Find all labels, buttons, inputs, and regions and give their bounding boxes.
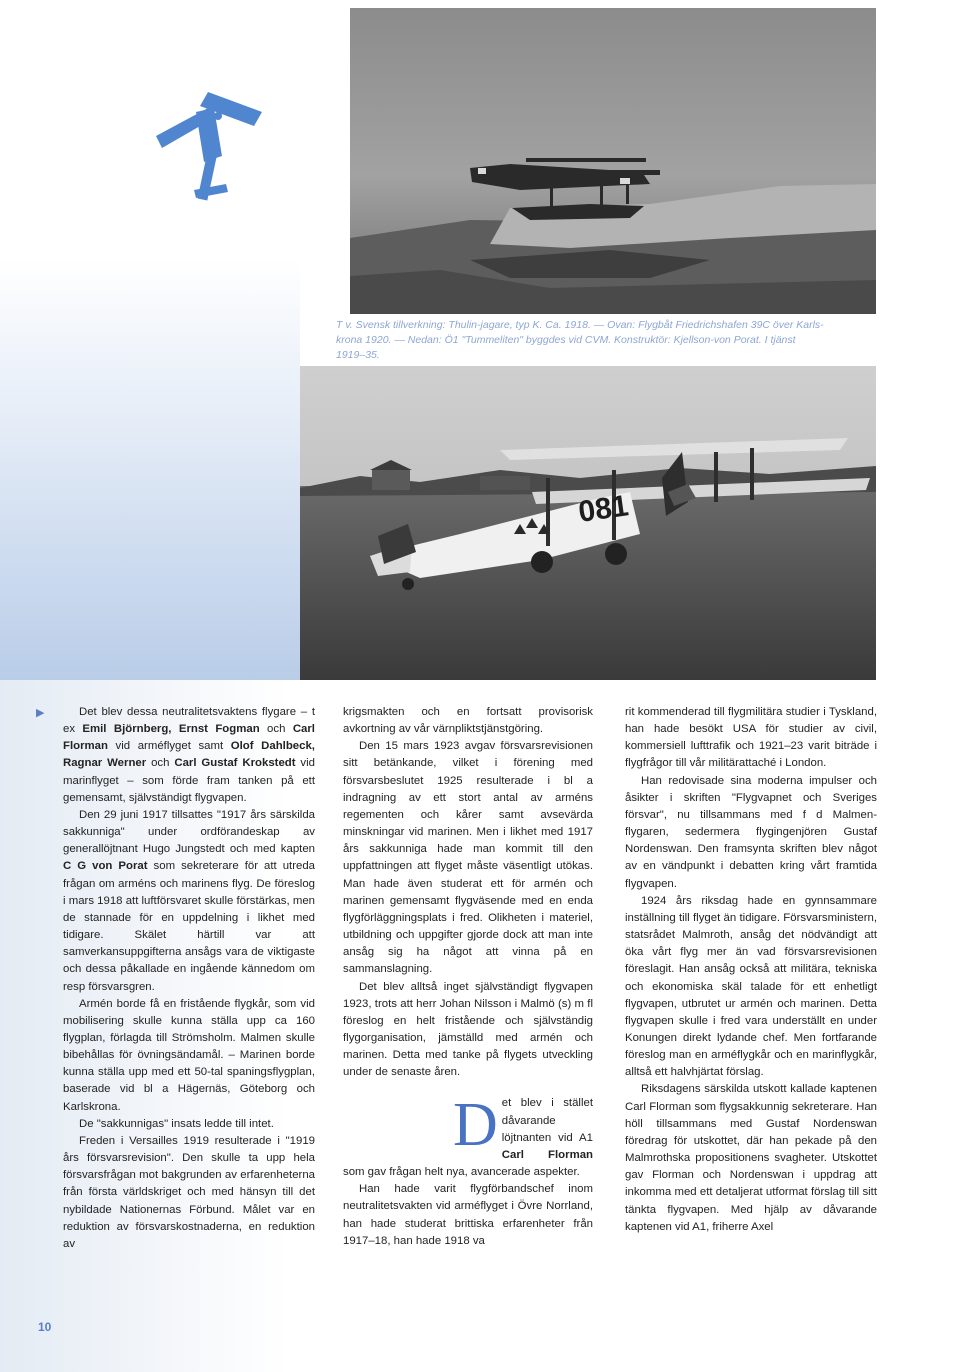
text-run: vid marinflyget – som förde fram tanken på ett gemensamt, självständigt flygvapen. [63, 757, 315, 804]
paragraph: rit kommenderad till flygmilitära studier i Tyskland, han hade besökt USA för studier av civil, kommersiell lufttrafik och 1921–23 varit biträde i flygfrågor till vår militärattaché i London. [625, 706, 877, 770]
paragraph: Han redovisade sina moderna impulser och åsikter i skriften "Flygvapnet och Sveriges försvar", nu tillsammans med f d Malmen-flygaren, sedermera flygingenjören Gustaf Nordenswan. Den framsynta skriften blev något av en vändpunkt i debatten kring vårt framtida flygvapen. [625, 774, 877, 890]
caption-line: T v. Svensk tillverkning: Thulin-jagare, typ K. Ca. 1918. — Ovan: Flygbåt Friedrichshafen 39C över Karls- [336, 319, 824, 331]
text-column-2 [343, 704, 593, 1250]
bold-name: Olof Dahlbeck, Ragnar Werner [63, 740, 315, 770]
bold-name: Emil Björnberg, Ernst Fogman [82, 723, 260, 736]
drop-cap: D [453, 1091, 498, 1160]
text-column-1 [63, 704, 315, 1253]
aircraft-number: 081 [576, 489, 631, 529]
paragraph: Armén borde få en fristående flygkår, som vid mobilisering skulle kunna ställa upp ca 160 flygplan, förlagda till Strömsholm. Malmen skulle bibehållas för övningsändamål. – Marinen borde kunna ställa upp med ett 50-tal spaningsflygplan, baserade vid bl a Hägernäs, Göteborg och Karlskrona. [63, 997, 315, 1113]
paragraph: 1924 års riksdag hade en gynnsammare inställning till flyget än tidigare. Försvarsministern, statsrådet Malmroth, ansåg det nödvändigt att öka vårt flyg mer än vad försvarsrevisionen föreslagit. Han ansåg också att militära, tekniska och ekonomiska skäl talade för ett enhetligt flygvapen, utbrutet ur armén och marinen. Detta flygvapen skulle i fred vara underställt en under Konungen direkt lydande chef. Men fortfarande föreslog man en arméflygkår och en marinflygkår, alltså ett halvhjärtat förslag. [625, 894, 877, 1079]
photo-caption [336, 318, 876, 363]
text-run: Det blev dessa neutralitetsvaktens flygare – t ex [63, 706, 315, 736]
paragraph: Han hade varit flygförbandschef inom neutralitetsvakten vid arméflyget i Övre Norrland, han hade studerat brittiska erfarenheter från 1917–18, han hade 1918 va [343, 1183, 593, 1247]
text-column-3 [625, 704, 877, 1236]
text-run: Den 29 juni 1917 tillsattes "1917 års särskilda sakkunniga" under ordförandeskap av generallöjtnant Hugo Jungstedt och med kapten [63, 808, 315, 856]
paragraph: Det blev alltså inget självständigt flygvapen 1923, trots att herr Johan Nilsson i Malmö (s) m fl föreslog en helt fristående och självständig flygorganisation, jämställd med armén och marinen. Detta med tanke på flygets utveckling under de senaste åren. [343, 980, 593, 1079]
paragraph [63, 704, 315, 807]
text-run: och [146, 757, 175, 770]
bold-name: C G von Porat [63, 860, 148, 873]
bold-name: Carl Florman [501, 1148, 593, 1161]
caption-line: 1919–35. [336, 349, 380, 361]
dropcap-paragraph [343, 1091, 593, 1181]
flying-boat-photo [350, 8, 876, 314]
paragraph: Den 15 mars 1923 avgav försvarsrevisionen sitt betänkande, vilket i förening med försvarsbeslutet 1925 resulterade i bl a indragning av ett stort antal av arméns regementen och kårer samt avsevärda minskningar vid marinen. Men i likhet med 1917 års sakkunniga hade man kommit till den uppfattningen att flyget måste väsentligt utökas. Man hade även studerat ett för armén och marinen gemensamt flygväsende med en enda flygförläggningsplats i fred. Olikheten i materiel, utbildning och uppgifter gjorde dock att man inte ansåg sig ha något att vinna på en sammanslagning. [343, 740, 593, 976]
triangle-marker-icon: ▶ [36, 707, 45, 719]
bold-name: Carl Florman [63, 723, 315, 753]
text-run: som sekreterare för att utreda frågan om arméns och marinens flyg. De föreslog i mars 1918 att luftförsvaret skulle förstärkas, men de stannade för en uppdelning i likhet med tidigare. Skälet härtill var att samverkansuppgifterna ansågs vara de viktigaste och dessa påkallade en ingående kännedom om resp försvarsgren. [63, 860, 315, 993]
blue-aircraft-icon [150, 86, 266, 216]
paragraph: De "sakkunnigas" insats ledde till intet. [79, 1117, 274, 1130]
page-number: 10 [38, 1320, 52, 1334]
paragraph: krigsmakten och en fortsatt provisorisk avkortning av vår värnpliktstjänstgöring. [343, 706, 593, 736]
paragraph: Freden i Versailles 1919 resulterade i "1919 års försvarsrevision". Den skulle ta upp hela försvarsfrågan mot bakgrunden av erfarenheterna från första världskriget och med hänsyn till det nybildade Nationernas Förbund. Målet var en reduktion av försvarskostnaderna, en reduktion av [63, 1134, 315, 1250]
text-run: som gav frågan helt nya, avancerade aspekter. [343, 1166, 580, 1179]
paragraph: Riksdagens särskilda utskott kallade kaptenen Carl Florman som flygsakkunnig sekreterare. Han höll tillsammans med Gustaf Nordenswan föredrag för utskottet, där han pekade på den Malmrothska propositionens svagheter. Utskottet gav Florman och Nordenswan i uppdrag att inkomma med ett detaljerat utformat förslag till sitt tänkta flygvapen. Med hjälp av dåvarande kaptenen vid A1, friherre Axel [625, 1083, 877, 1233]
biplane-photo [300, 366, 876, 680]
paragraph [63, 807, 315, 996]
caption-line: krona 1920. — Nedan: Ö1 "Tummeliten" byggdes vid CVM. Konstruktör: Kjellson-von Porat. I tjänst [336, 334, 796, 346]
text-run: vid arméflyget samt [107, 740, 231, 753]
text-run: et blev i stället dåvarande löjtnanten vid A1 [501, 1097, 593, 1144]
text-run: och [259, 723, 293, 736]
bold-name: Carl Gustaf Krokstedt [174, 757, 296, 770]
